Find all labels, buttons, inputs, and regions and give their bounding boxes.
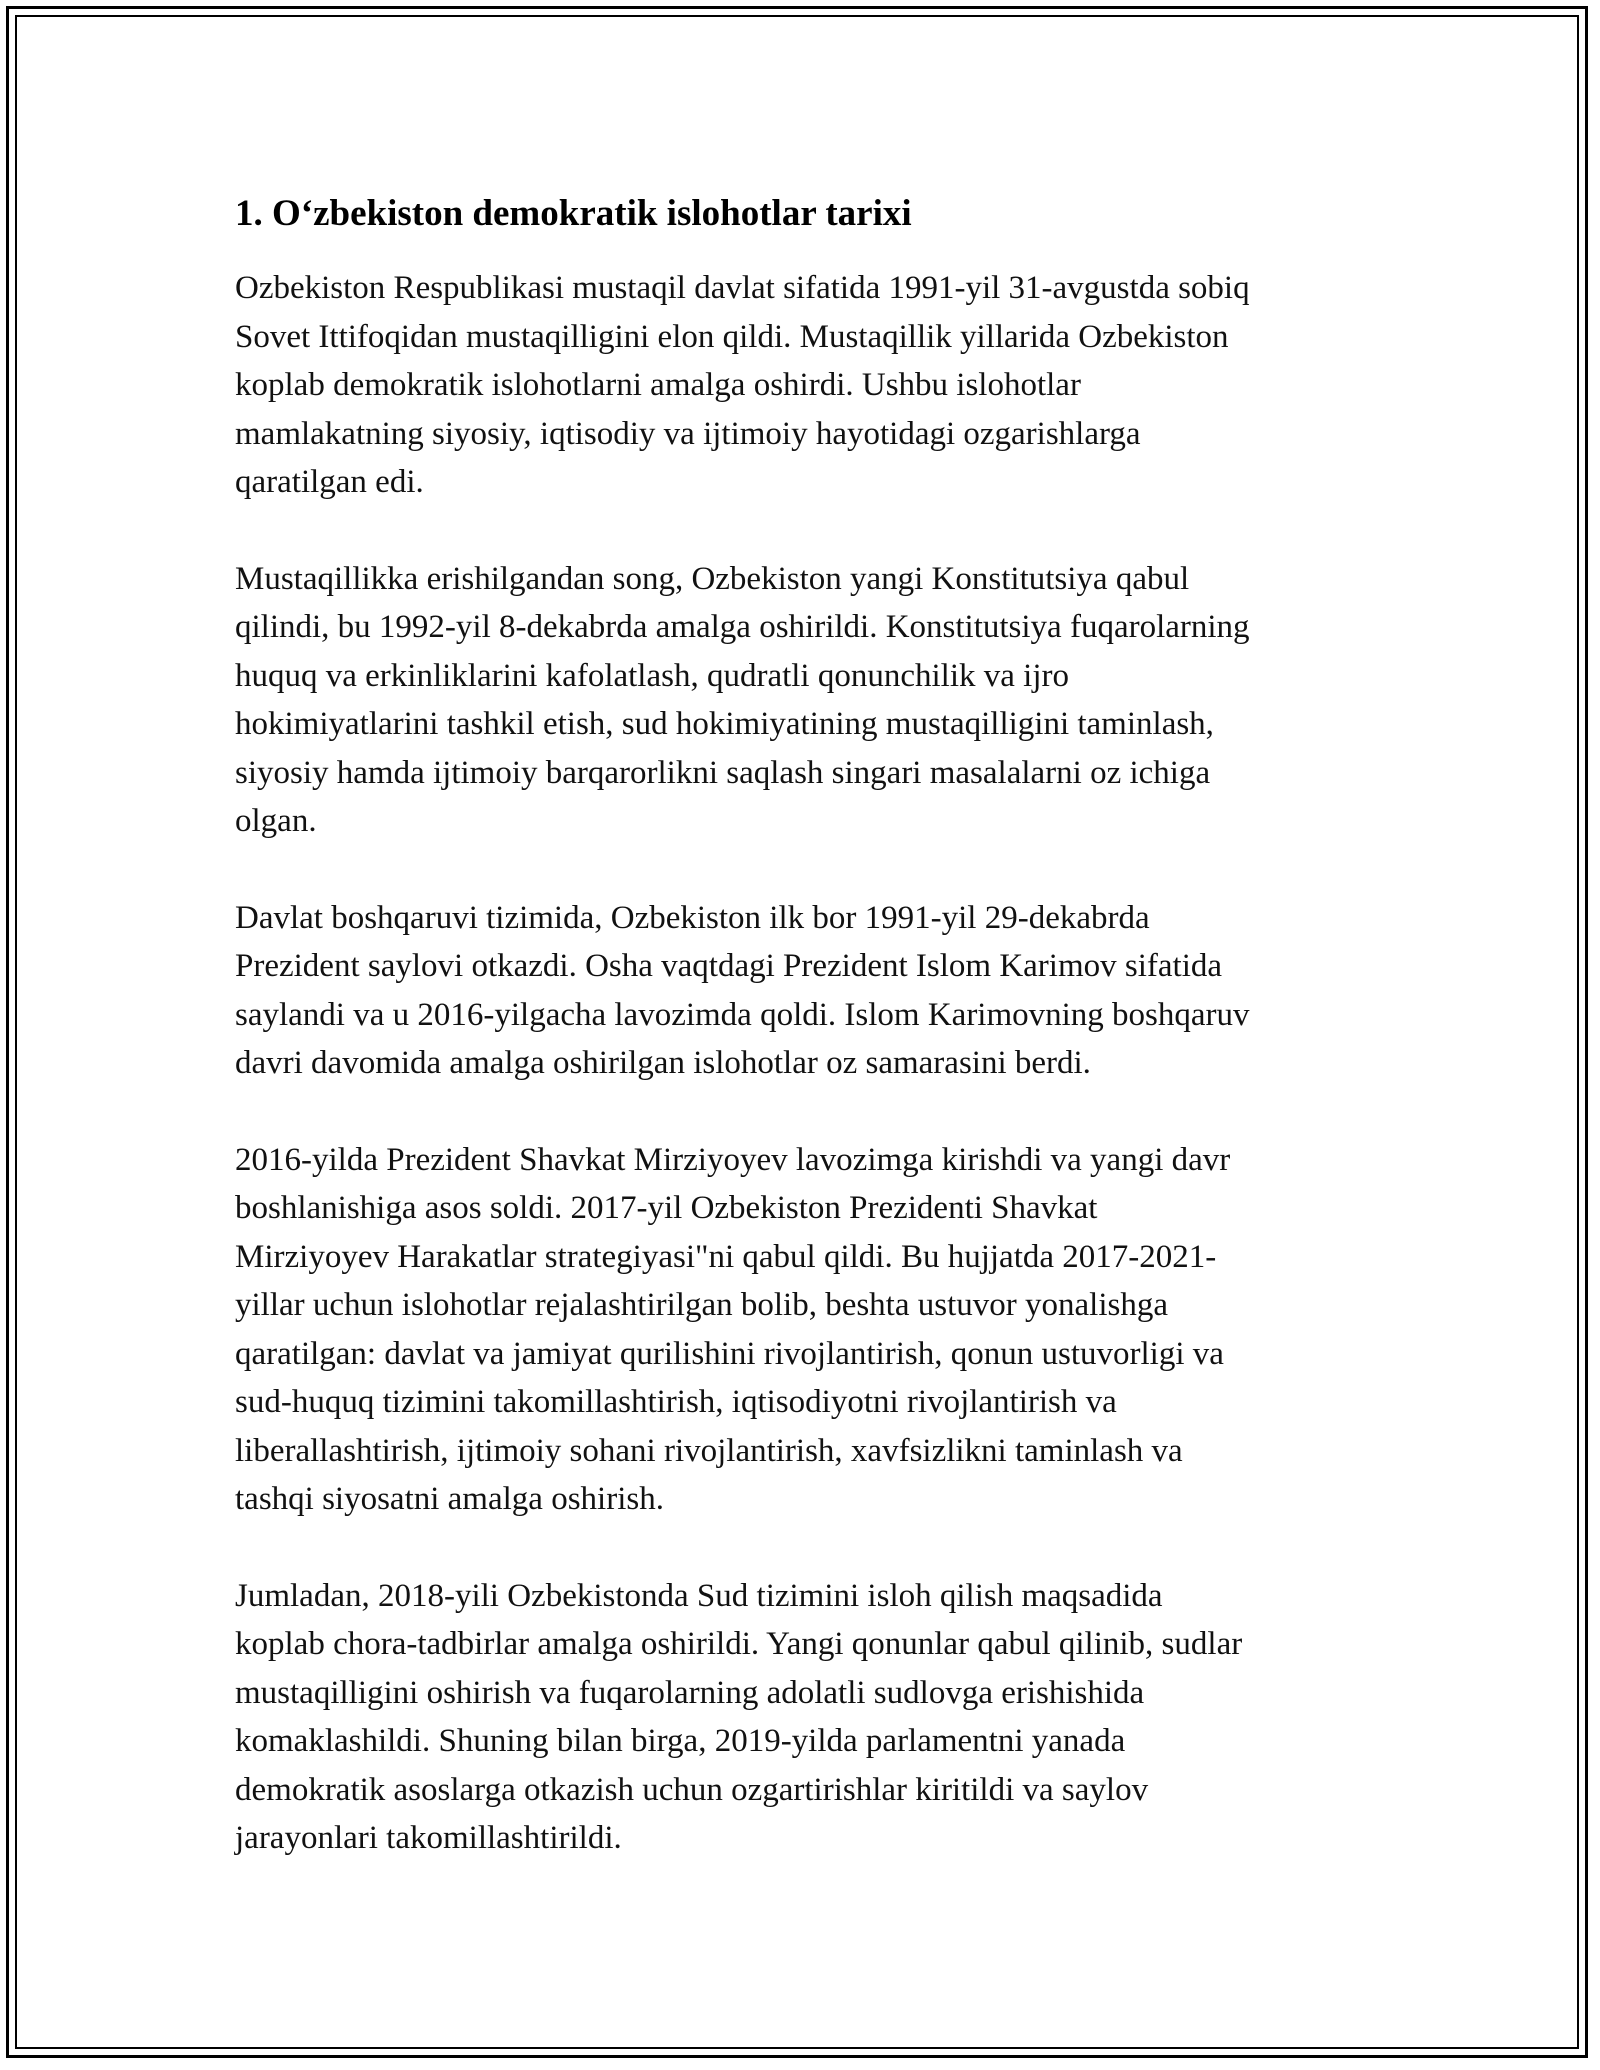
text-line: Sovet Ittifoqidan mustaqilligini elon qildi. Mustaqillik yillarida Ozbekiston bbox=[235, 318, 1229, 355]
text-line: olgan. bbox=[235, 803, 317, 839]
text-line: sud-huquq tizimini takomillashtirish, iqtisodiyotni rivojlantirish va bbox=[235, 1384, 1117, 1420]
text-line: Jumladan, 2018-yili Ozbekistonda Sud tizimini isloh qilish maqsadida bbox=[235, 1577, 1163, 1614]
text-line: Mustaqillikka erishilgandan song, Ozbekiston yangi Konstitutsiya qabul bbox=[235, 560, 1190, 597]
text-line: tashqi siyosatni amalga oshirish. bbox=[235, 1481, 664, 1517]
text-line: boshlanishiga asos soldi. 2017-yil Ozbekiston Prezidenti Shavkat bbox=[235, 1190, 1098, 1226]
text-line: qilindi, bu 1992-yil 8-dekabrda amalga oshirildi. Konstitutsiya fuqarolarning bbox=[235, 609, 1250, 645]
text-line: yillar uchun islohotlar rejalashtirilgan bolib, beshta ustuvor yonalishga bbox=[235, 1287, 1168, 1323]
text-line: liberallashtirish, ijtimoiy sohani rivojlantirish, xavfsizlikni taminlash va bbox=[235, 1432, 1183, 1469]
text-line: huquq va erkinliklarini kafolatlash, qudratli qonunchilik va ijro bbox=[235, 657, 1069, 694]
text-line: saylandi va u 2016-yilgacha lavozimda qoldi. Islom Karimovning boshqaruv bbox=[235, 996, 1250, 1033]
text-line: mamlakatning siyosiy, iqtisodiy va ijtimoiy hayotidagi ozgarishlarga bbox=[235, 415, 1141, 452]
paragraph-independence bbox=[235, 264, 1385, 507]
text-line: davri davomida amalga oshirilgan islohotlar oz samarasini berdi. bbox=[235, 1045, 1091, 1081]
text-line: Prezident saylovi otkazdi. Osha vaqtdagi Prezident Islom Karimov sifatida bbox=[235, 948, 1223, 984]
text-line: jarayonlari takomillashtirildi. bbox=[235, 1820, 622, 1856]
text-line: Davlat boshqaruvi tizimida, Ozbekiston ilk bor 1991-yil 29-dekabrda bbox=[235, 899, 1150, 936]
paragraph-constitution bbox=[235, 555, 1385, 846]
text-line: koplab chora-tadbirlar amalga oshirildi. Yangi qonunlar qabul qilinib, sudlar bbox=[235, 1626, 1243, 1662]
text-line: komaklashildi. Shuning bilan birga, 2019-yilda parlamentni yanada bbox=[235, 1723, 1126, 1759]
text-line: qaratilgan: davlat va jamiyat qurilishini rivojlantirish, qonun ustuvorligi va bbox=[235, 1335, 1224, 1372]
text-line: 2016-yilda Prezident Shavkat Mirziyoyev lavozimga kirishdi va yangi davr bbox=[235, 1141, 1231, 1178]
paragraph-judicial-reform bbox=[235, 1572, 1385, 1863]
text-line: koplab demokratik islohotlarni amalga oshirdi. Ushbu islohotlar bbox=[235, 367, 1081, 403]
text-line: demokratik asoslarga otkazish uchun ozgartirishlar kiritildi va saylov bbox=[235, 1771, 1149, 1808]
text-line: siyosiy hamda ijtimoiy barqarorlikni saqlash singari masalalarni oz ichiga bbox=[235, 754, 1211, 791]
text-line: Mirziyoyev Harakatlar strategiyasi"ni qabul qildi. Bu hujjatda 2017-2021- bbox=[235, 1238, 1217, 1275]
document-body bbox=[235, 190, 1385, 1911]
paragraph-action-strategy bbox=[235, 1136, 1385, 1524]
text-line: Ozbekiston Respublikasi mustaqil davlat sifatida 1991-yil 31-avgustda sobiq bbox=[235, 270, 1250, 306]
paragraph-presidential-election bbox=[235, 894, 1385, 1088]
text-line: qaratilgan edi. bbox=[235, 464, 424, 500]
text-line: hokimiyatlarini tashkil etish, sud hokimiyatining mustaqilligini taminlash, bbox=[235, 706, 1214, 742]
text-line: mustaqilligini oshirish va fuqarolarning adolatli sudlovga erishishida bbox=[235, 1674, 1145, 1711]
section-heading: 1. O‘zbekiston demokratik islohotlar tarixi bbox=[235, 193, 912, 234]
